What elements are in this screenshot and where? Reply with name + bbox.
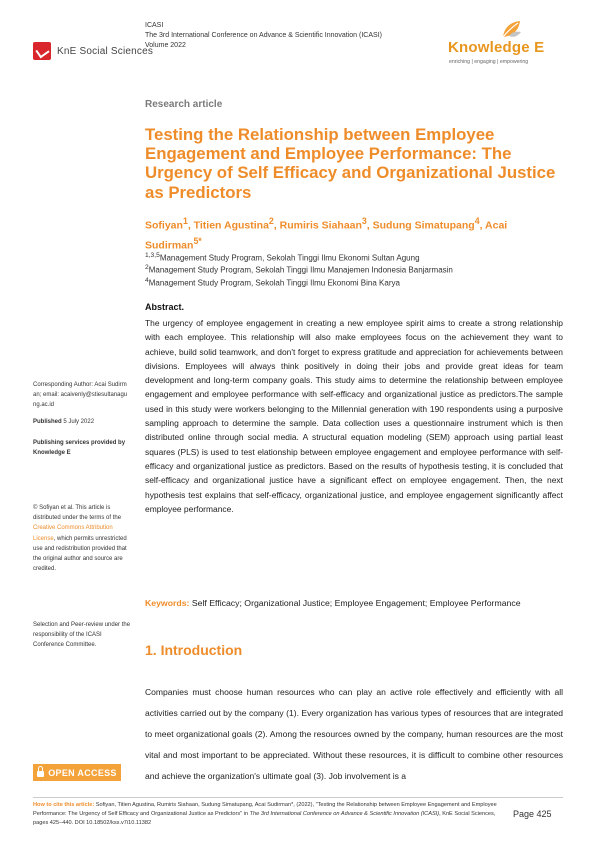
cite-text: Sofiyan, Titien Agustina, Rumiris Siahaan, Sudung Simatupang, Acai Sudirman*, (2022), "Testing the Relationship between Employee Engagement and Employee Performance: The Urgency of Self Efficacy and Organizational Justice as Predictors" in [33, 802, 497, 817]
affiliation [145, 263, 563, 276]
conference-name: The 3rd International Conference on Advance & Scientific Innovation (ICASI) [145, 32, 382, 39]
affiliation-text: Management Study Program, Sekolah Tinggi Ilmu Manajemen Indonesia Banjarmasin [148, 265, 453, 275]
author-sup: 4 [474, 216, 480, 226]
peer-review: Selection and Peer-review under the responsibility of the ICASI Conference Committee. [33, 622, 131, 649]
author-sup: 1 [182, 216, 188, 226]
affiliation-sup: 2 [145, 264, 149, 271]
affiliation-sup: 4 [145, 277, 149, 284]
volume: Volume 2022 [145, 42, 186, 49]
license-text [33, 503, 133, 574]
knowledge-e-wordmark: Knowledge E [448, 39, 545, 56]
published-date: 5 July 2022 [63, 419, 95, 425]
open-access-badge [33, 764, 121, 781]
leaf-icon [500, 19, 522, 39]
conference-acronym: ICASI [145, 22, 164, 29]
kne-logo [33, 42, 153, 60]
affiliation-text: Management Study Program, Sekolah Tinggi Ilmu Ekonomi Sultan Agung [159, 253, 420, 263]
corresponding-author: Corresponding Author: Acai Sudirman; email: acaivenly@stiesultanagung.ac.id [33, 382, 128, 409]
publisher-name: KnE Social Sciences [57, 45, 154, 57]
license-post: , which permits unrestricted use and redistribution provided that the original author and source are credited. [33, 535, 127, 573]
cite-venue: The 3rd International Conference on Advance & Scientific Innovation (ICASI) [249, 811, 440, 817]
kne-logo-icon [33, 42, 51, 60]
page-number: Page 425 [513, 809, 552, 819]
citation [33, 801, 503, 828]
author-list: Sofiyan$^1$, Titien Agustina$^2$, Rumiris Siahaan$^3$, Sudung Simatupang$^4$, Acai Sudirman$^{5*}$ [145, 216, 508, 251]
keywords-text: Self Efficacy; Organizational Justice; Employee Engagement; Employee Performance [191, 598, 521, 608]
conference-info [145, 21, 382, 51]
abstract-heading: Abstract. [145, 302, 185, 312]
author-name: Sudung Simatupang [372, 219, 475, 232]
cite-label: How to cite this article: [33, 802, 95, 808]
published-label: Published [33, 419, 62, 425]
lock-icon [37, 771, 44, 777]
publishing-services: Publishing services provided by Knowledge E [33, 440, 126, 457]
published-info [33, 417, 133, 427]
footer-rule [33, 797, 563, 798]
author-sup: 5* [193, 235, 202, 246]
license-pre: © Sofiyan et al. This article is distributed under the terms of the [33, 505, 122, 522]
article-title: Testing the Relationship between Employee Engagement and Employee Performance: The Urgency of Self Efficacy and Organizational Justice as Predictors [145, 125, 556, 202]
author-name: Titien Agustina [193, 219, 269, 232]
author-sup: 3 [361, 216, 367, 226]
section-heading: 1. Introduction [145, 642, 243, 658]
author-sup: 2 [268, 216, 274, 226]
affiliation-text: Management Study Program, Sekolah Tinggi Ilmu Ekonomi Bina Karya [148, 278, 400, 288]
author-name: Sofiyan [145, 219, 183, 232]
affiliation [145, 251, 563, 264]
open-access-label: OPEN ACCESS [48, 767, 117, 778]
affiliation [145, 276, 563, 289]
affiliation-sup: 1,3,5 [145, 252, 160, 259]
keywords-label: Keywords: [145, 598, 190, 608]
cite-end: , KnE Social Sciences, pages 425–440. DOI 10.18502/kss.v7i10.11382 [33, 811, 496, 826]
abstract-text: The urgency of employee engagement in creating a new employee spirit aims to create a strong relationship with each employee. This relationship will also make employees focus on the achievement they want to achieve, build solid teamwork, and don't forget to express gratitude and appreciation for achievements between divisions. Employees will always think positively in doing their jobs and provide great ideas for team development and long-term company goals. This study aims to determine the relationship between employee engagement and employee performance with self-efficacy and organizational justice as predictors.The sample used in this study were workers belonging to the Millennial generation with 190 respondents using a purposive sampling approach to determine the sample. Data collection uses a questionnaire instrument which is then distributed online through social media. A structural equation modeling (SEM) approach using partial least squares (PLS) is used to test elationship between employee engagement and employee performance with self-efficacy and organizational justice as predictors. Based on the results of hypothesis testing, it is concluded that self-efficacy and organizational justice have a significant effect on employee engagement. Then, the next hypothesis test explains that self-efficacy, organizational justice, and employee engagement significantly affect employee performance. [145, 318, 563, 514]
knowledge-e-tagline: enriching | engaging | empowering [449, 59, 529, 65]
author-name: Rumiris Siahaan [279, 219, 362, 232]
keywords [145, 596, 563, 610]
license-link[interactable]: Creative Commons Attribution License [33, 525, 113, 542]
intro-text: Companies must choose human resources who can play an active role effectively and efficiently with all activities carried out by the company (1). Every organization has various types of resources that are integrated to meet organizational goals (2). Among the resources owned by the company, human resources are the most vital and most important to be appreciated. Without these resources, it is difficult to combine other resources and achieve the organization's ultimate goal (3). Job involvement is a [145, 687, 563, 781]
author-name: Acai Sudirman [145, 219, 508, 251]
article-type: Research article [145, 99, 223, 110]
